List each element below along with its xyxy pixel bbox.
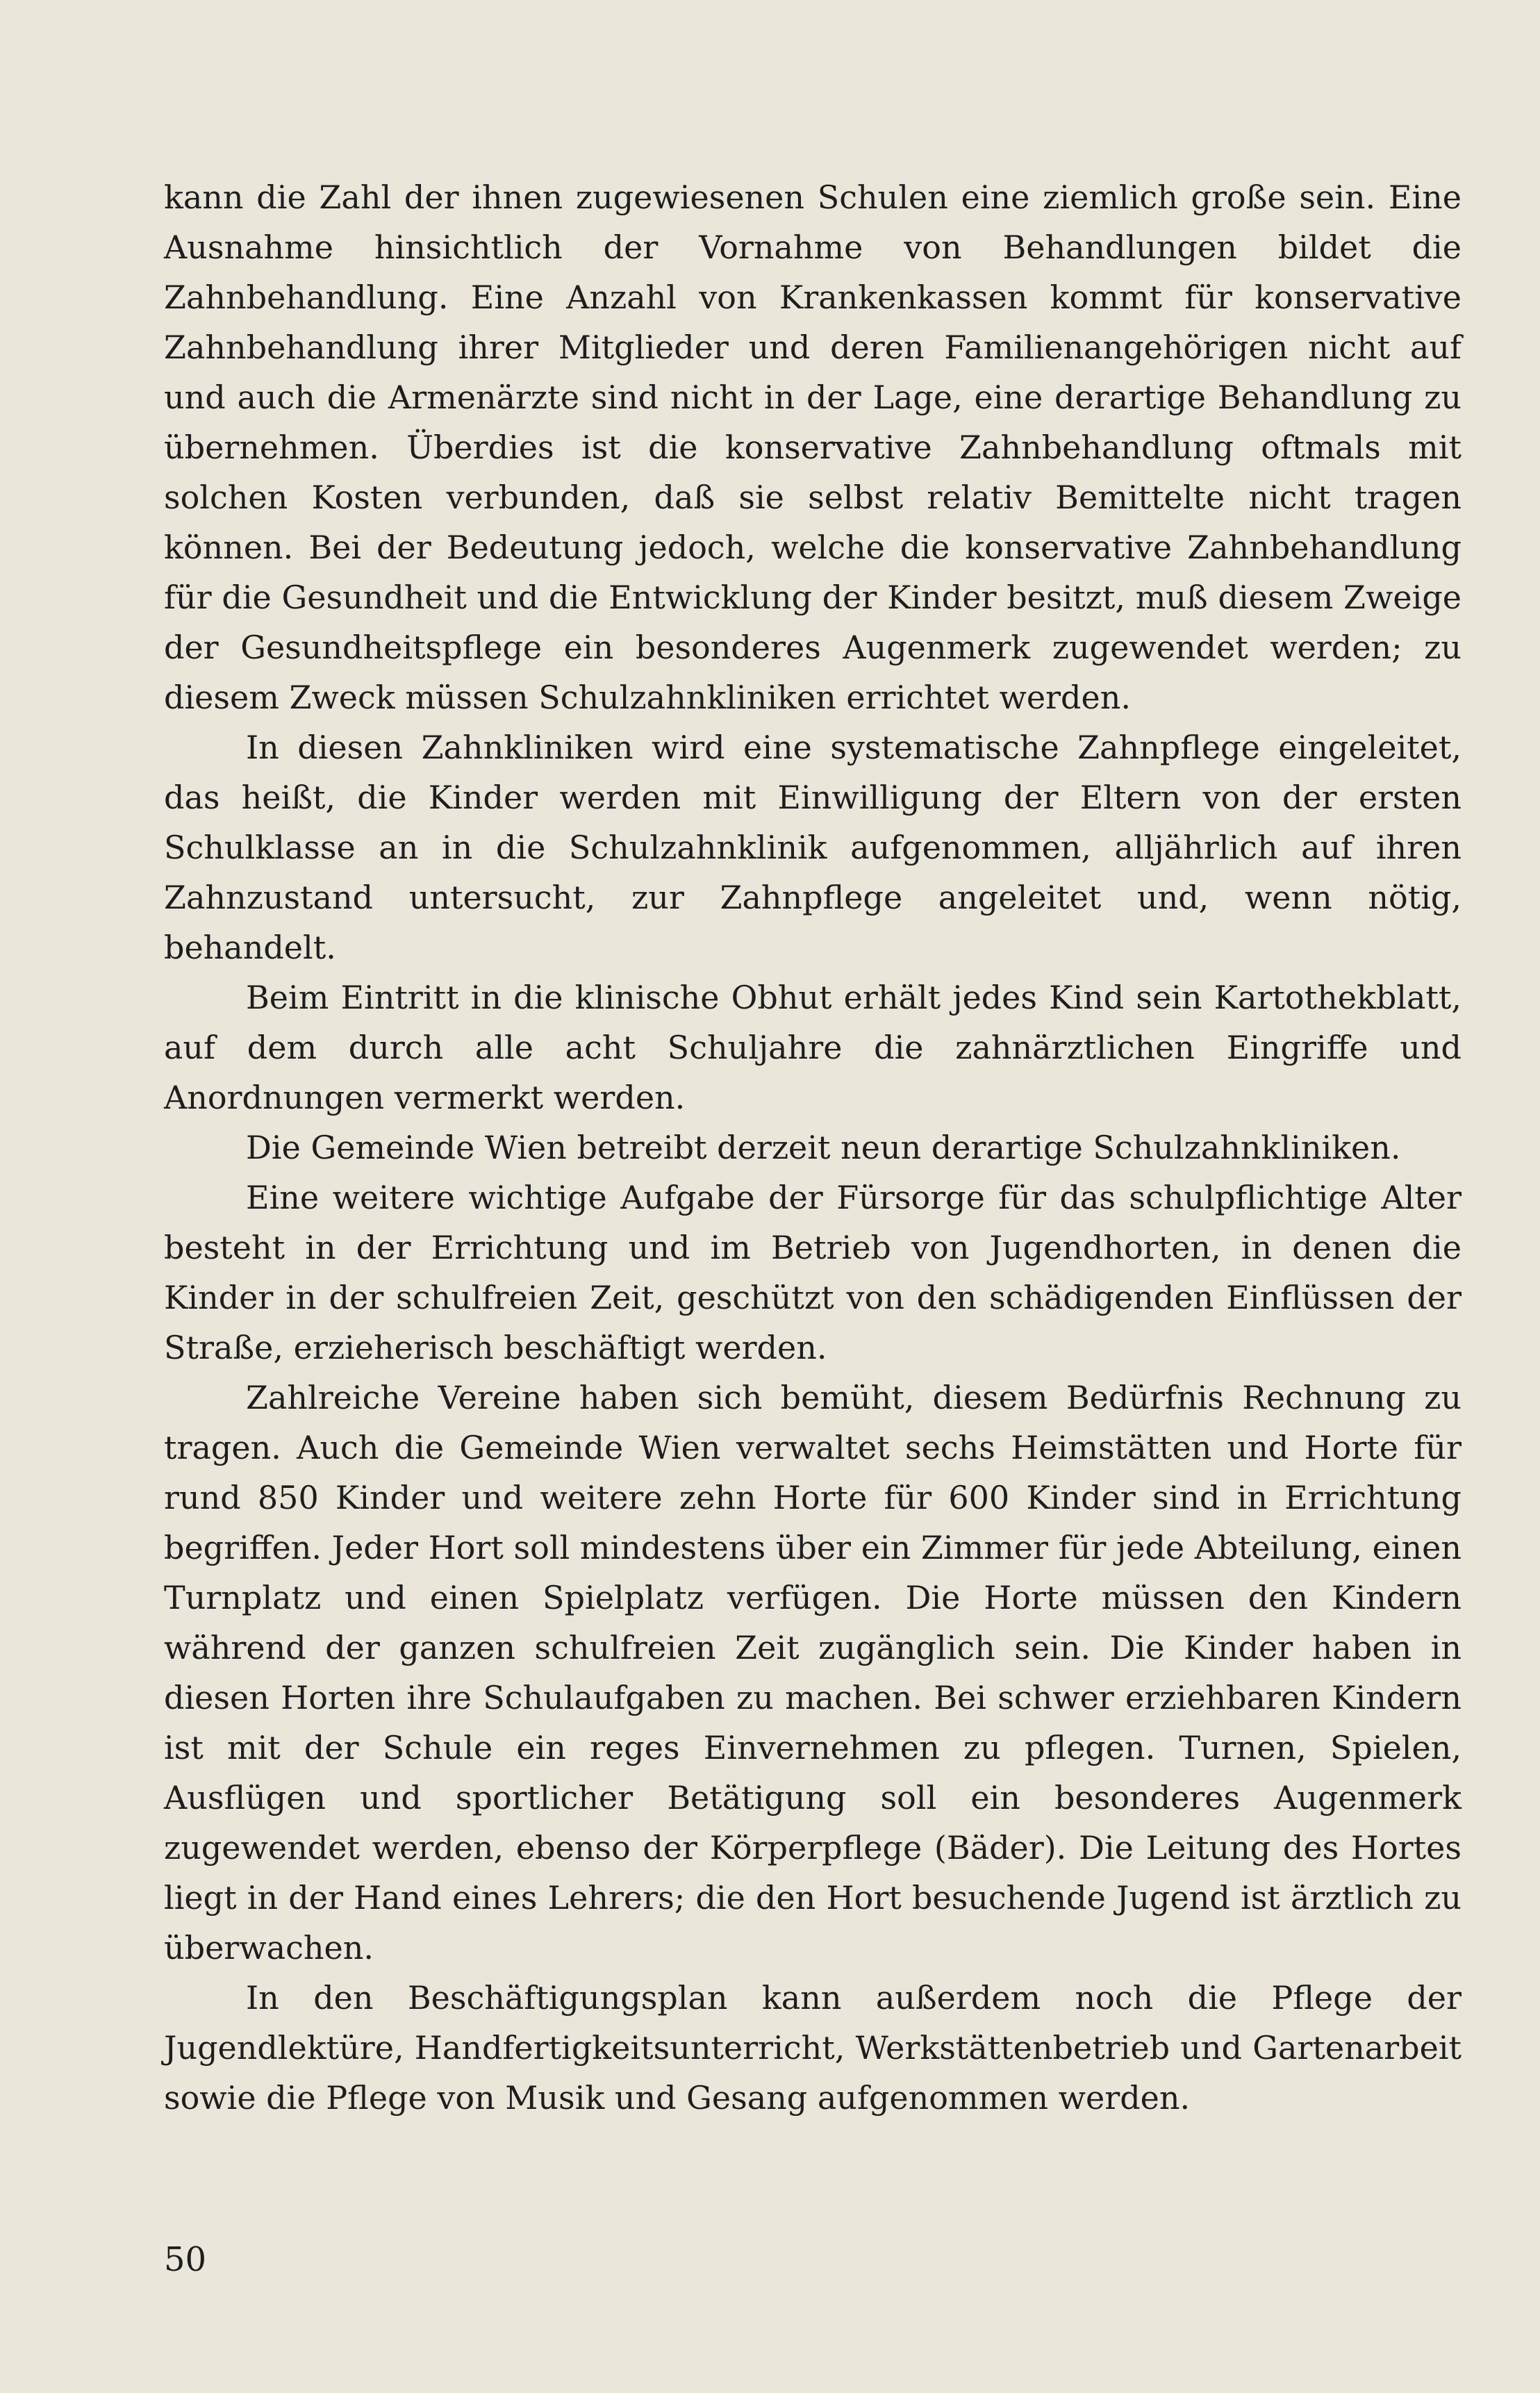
paragraph-4: Die Gemeinde Wien betreibt derzeit neun derartige Schulzahnkliniken. [246,1129,1401,1166]
paragraph-7: In den Beschäftigungsplan kann außerdem noch die Pflege der Jugendlektüre, Handfertigkeitsunterricht, Werkstättenbetrieb und Gartenarbeit sowie die Pflege von Musik und Gesang aufgenommen werden. [164,1979,1462,2117]
paragraph-2: In diesen Zahnkliniken wird eine systematische Zahnpflege eingeleitet, das heißt, die Kinder werden mit Einwilligung der Eltern von der ersten Schulklasse an in die Schulzahnklinik aufgenommen, alljährlich auf ihren Zahnzustand untersucht, zur Zahnpflege angeleitet und, wenn nötig, behandelt. [164,729,1462,966]
paragraph-5: Eine weitere wichtige Aufgabe der Fürsorge für das schulpflichtige Alter besteht in der Errichtung und im Betrieb von Jugendhorten, in denen die Kinder in der schulfreien Zeit, geschützt von den schädigenden Einflüssen der Straße, erzieherisch beschäftigt werden. [164,1179,1462,1366]
page-number: 50 [164,2240,207,2279]
body-text [164,172,1462,2123]
paragraph-6: Zahlreiche Vereine haben sich bemüht, diesem Bedürfnis Rechnung zu tragen. Auch die Gemeinde Wien verwaltet sechs Heimstätten und Horte für rund 850 Kinder und weitere zehn Horte für 600 Kinder sind in Errichtung begriffen. Jeder Hort soll mindestens über ein Zimmer für jede Abteilung, einen Turnplatz und einen Spielplatz verfügen. Die Horte müssen den Kindern während der ganzen schulfreien Zeit zugänglich sein. Die Kinder haben in diesen Horten ihre Schulaufgaben zu machen. Bei schwer erziehbaren Kindern ist mit der Schule ein reges Einvernehmen zu pflegen. Turnen, Spielen, Ausflügen und sportlicher Betätigung soll ein besonderes Augenmerk zugewendet werden, ebenso der Körperpflege (Bäder). Die Leitung des Hortes liegt in der Hand eines Lehrers; die den Hort besuchende Jugend ist ärztlich zu überwachen. [164,1379,1462,1966]
paragraph-3: Beim Eintritt in die klinische Obhut erhält jedes Kind sein Kartothekblatt, auf dem durch alle acht Schuljahre die zahnärztlichen Eingriffe und Anordnungen vermerkt werden. [164,979,1462,1116]
paragraph-1: kann die Zahl der ihnen zugewiesenen Schulen eine ziemlich große sein. Eine Ausnahme hinsichtlich der Vornahme von Behandlungen bildet die Zahnbehandlung. Eine Anzahl von Krankenkassen kommt für konservative Zahnbehandlung ihrer Mitglieder und deren Familienangehörigen nicht auf und auch die Armenärzte sind nicht in der Lage, eine derartige Behandlung zu übernehmen. Überdies ist die konservative Zahnbehandlung oftmals mit solchen Kosten verbunden, daß sie selbst relativ Bemittelte nicht tragen können. Bei der Bedeutung jedoch, welche die konservative Zahnbehandlung für die Gesundheit und die Entwicklung der Kinder besitzt, muß diesem Zweige der Gesundheitspflege ein besonderes Augenmerk zugewendet werden; zu diesem Zweck müssen Schulzahnkliniken errichtet werden. [164,179,1462,716]
